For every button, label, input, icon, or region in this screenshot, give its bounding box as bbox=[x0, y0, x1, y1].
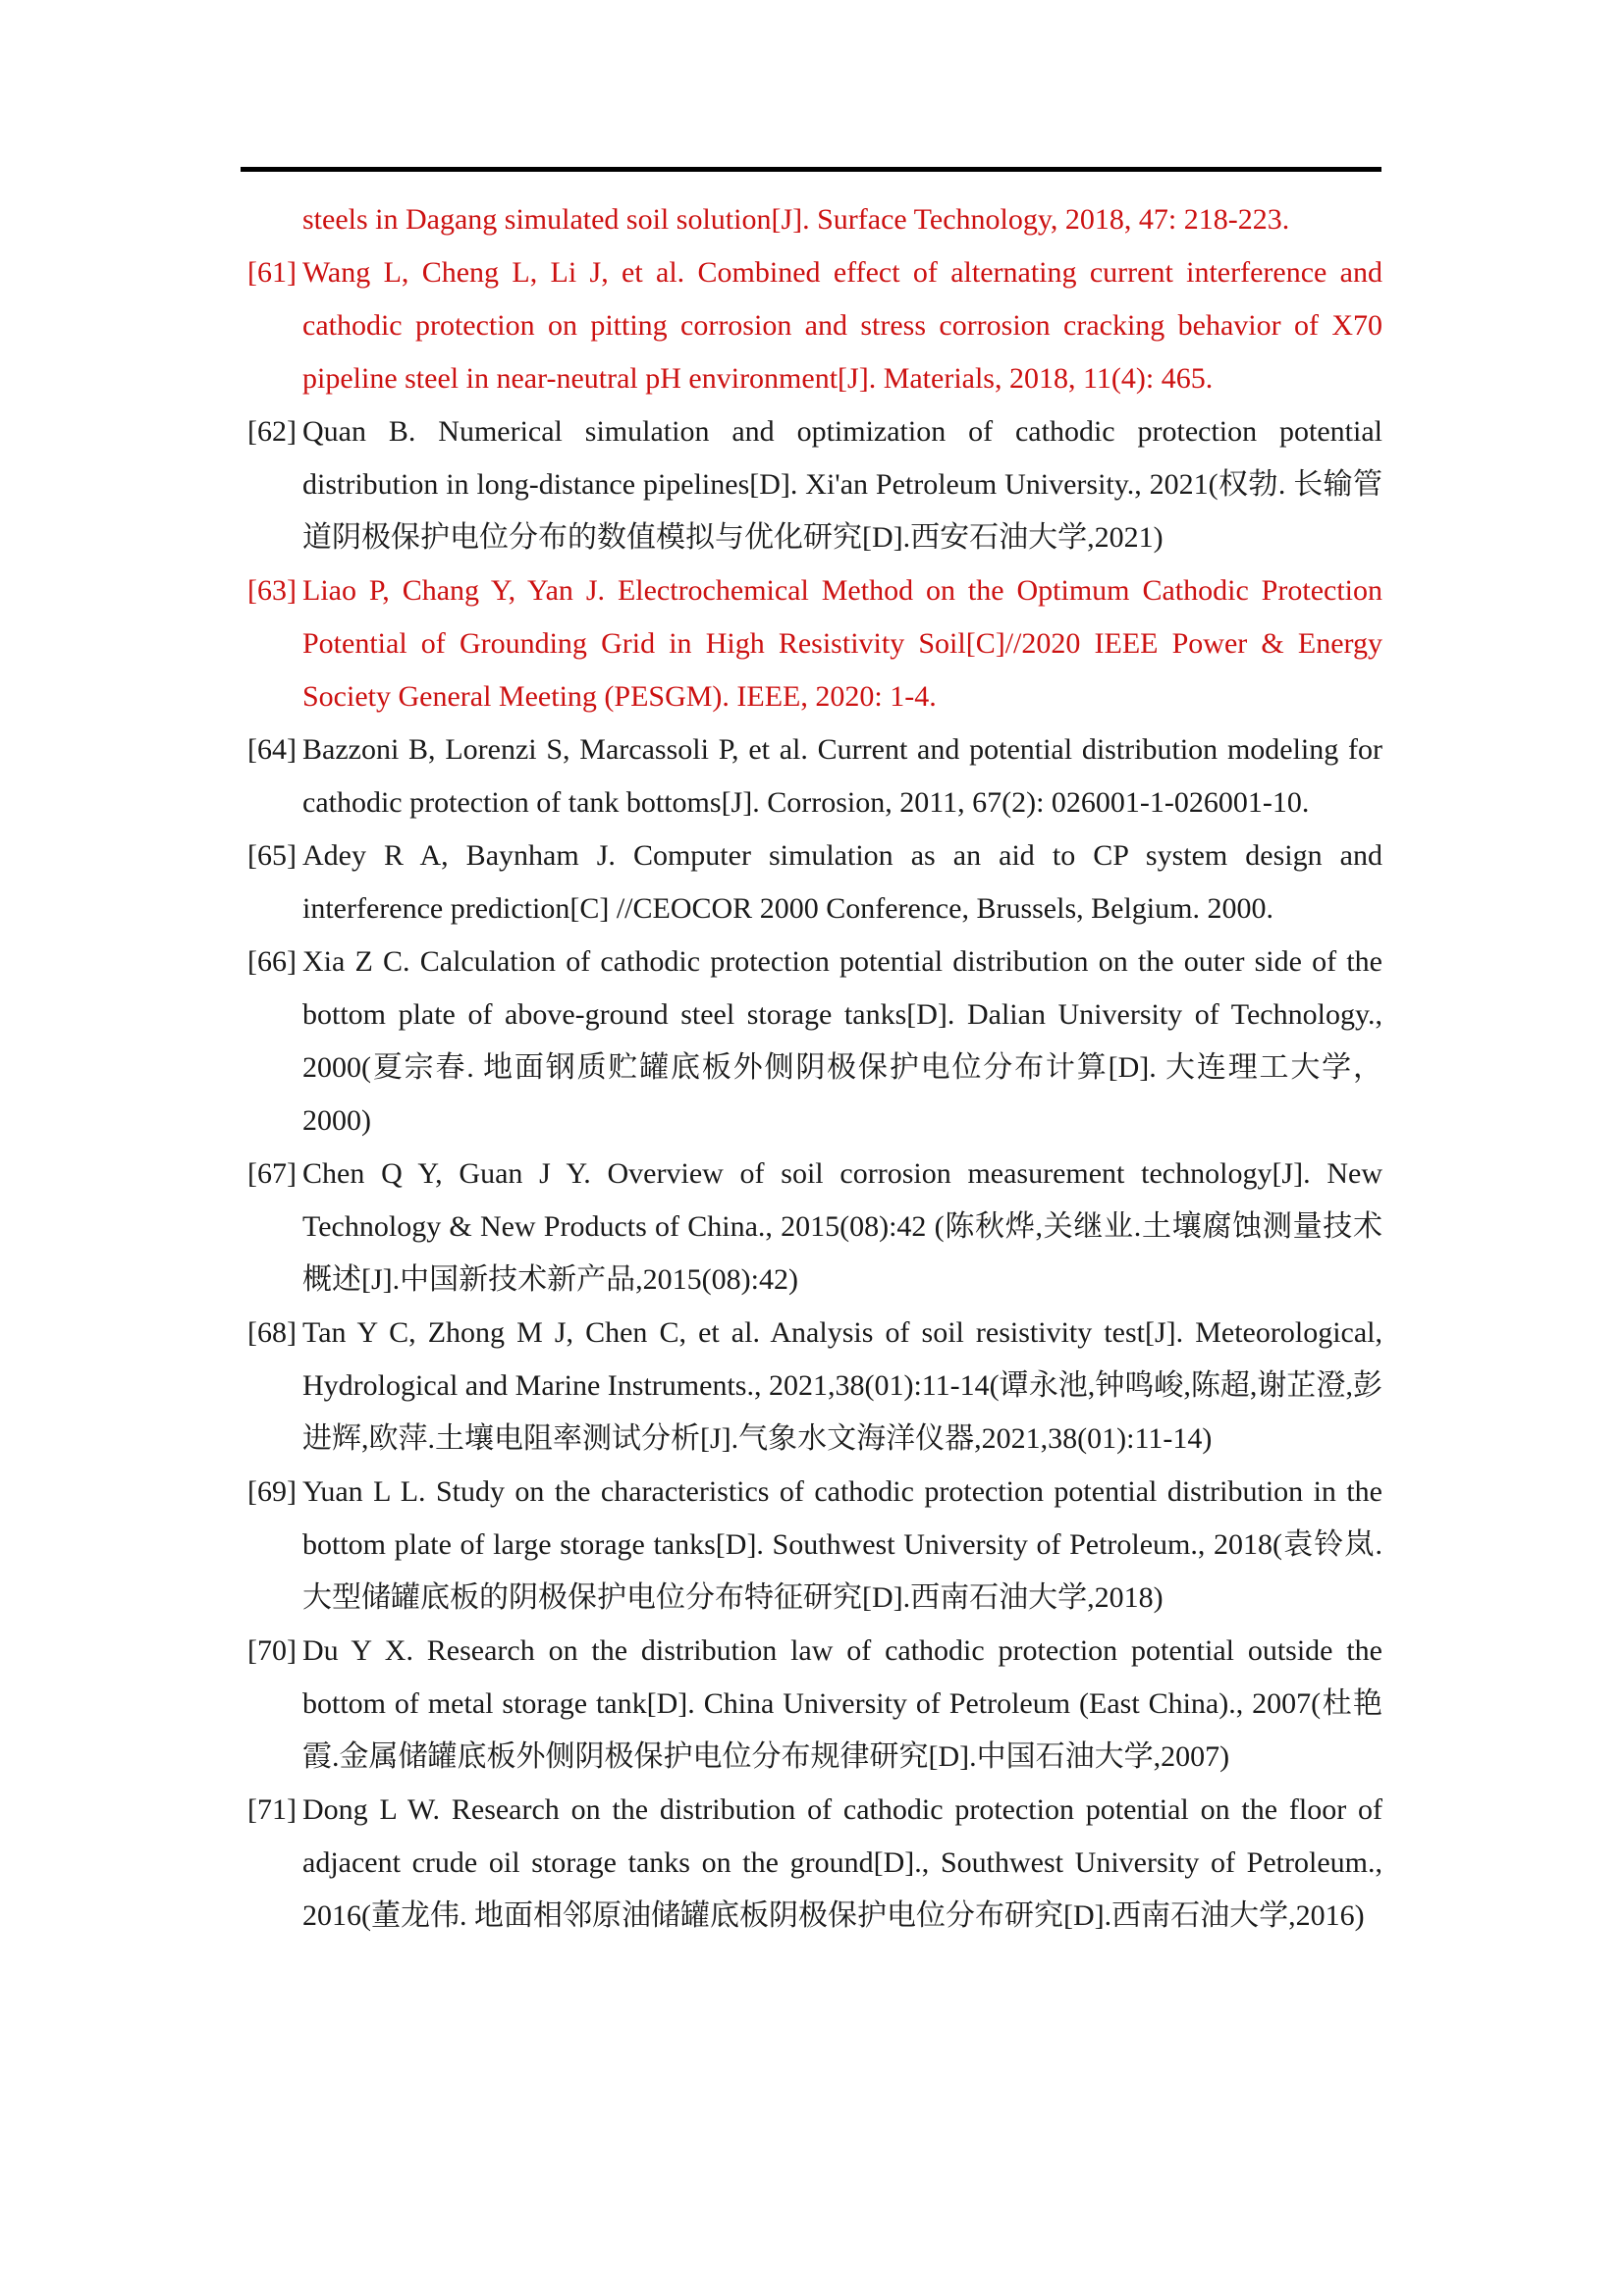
reference-text: Adey R A, Baynham J. Computer simulation as an aid to CP system design and interference prediction[C] //CEOCOR 2000 Conference, Brussels, Belgium. 2000. bbox=[302, 839, 1382, 925]
reference-number: [61] bbox=[247, 256, 297, 289]
reference-text: Bazzoni B, Lorenzi S, Marcassoli P, et al. Current and potential distribution modeling for cathodic protection of tank bottoms[J]. Corrosion, 2011, 67(2): 026001-1-026001-10. bbox=[302, 733, 1382, 819]
reference-text: Chen Q Y, Guan J Y. Overview of soil corrosion measurement technology[J]. New Technology & New Products of China., 2015(08):42 (陈秋烨,关继业.土壤腐蚀测量技术概述[J].中国新技术新产品,2015(08):42) bbox=[302, 1157, 1382, 1296]
reference-text: Xia Z C. Calculation of cathodic protection potential distribution on the outer side of the bottom plate of above-ground steel storage tanks[D]. Dalian University of Technology., 2000(夏宗春. 地面钢质贮罐底板外侧阴极保护电位分布计算[D]. 大连理工大学，2000) bbox=[302, 945, 1382, 1137]
reference-entry-61 bbox=[247, 246, 1382, 405]
reference-number: [62] bbox=[247, 415, 297, 448]
reference-entry-66 bbox=[247, 935, 1382, 1148]
reference-number: [70] bbox=[247, 1634, 297, 1667]
reference-entry-65 bbox=[247, 829, 1382, 935]
reference-number: [71] bbox=[247, 1793, 297, 1826]
reference-text: steels in Dagang simulated soil solution[J]. Surface Technology, 2018, 47: 218-223. bbox=[302, 203, 1290, 236]
reference-text: Tan Y C, Zhong M J, Chen C, et al. Analysis of soil resistivity test[J]. Meteorological, Hydrological and Marine Instruments., 2021,38(01):11-14(谭永池,钟鸣峻,陈超,谢芷澄,彭进辉,欧萍.土壤电阻率测试分析[J].气象水文海洋仪器,2021,38(01):11-14) bbox=[302, 1316, 1382, 1455]
header-rule bbox=[241, 167, 1381, 172]
reference-text: Yuan L L. Study on the characteristics of cathodic protection potential distribution in the bottom plate of large storage tanks[D]. Southwest University of Petroleum., 2018(袁铃岚. 大型储罐底板的阴极保护电位分布特征研究[D].西南石油大学,2018) bbox=[302, 1475, 1382, 1614]
reference-number: [65] bbox=[247, 839, 297, 872]
reference-entry-72 bbox=[247, 1943, 1382, 1996]
reference-entry-64 bbox=[247, 723, 1382, 829]
reference-entry-68 bbox=[247, 1307, 1382, 1466]
reference-number: [68] bbox=[247, 1316, 297, 1349]
reference-number: [69] bbox=[247, 1475, 297, 1508]
reference-entry-62 bbox=[247, 405, 1382, 564]
reference-text: Dong L W. Research on the distribution of cathodic protection potential on the floor of adjacent crude oil storage tanks on the ground[D]., Southwest University of Petroleum., 2016(董龙伟. 地面相邻原油储罐底板阴极保护电位分布研究[D].西南石油大学,2016) bbox=[302, 1793, 1382, 1932]
reference-text: Quan B. Numerical simulation and optimization of cathodic protection potential distribution in long-distance pipelines[D]. Xi'an Petroleum University., 2021(权勃. 长输管道阴极保护电位分布的数值模拟与优化研究[D].西安石油大学,2021) bbox=[302, 415, 1382, 554]
reference-text: Liao P, Chang Y, Yan J. Electrochemical Method on the Optimum Cathodic Protection Potential of Grounding Grid in High Resistivity Soil[C]//2020 IEEE Power & Energy Society General Meeting (PESGM). IEEE, 2020: 1-4. bbox=[302, 574, 1382, 713]
reference-number: [66] bbox=[247, 945, 297, 978]
reference-entry-63 bbox=[247, 564, 1382, 723]
reference-entry-60-continuation bbox=[247, 193, 1382, 246]
reference-number: [64] bbox=[247, 733, 297, 766]
reference-entry-67 bbox=[247, 1148, 1382, 1307]
reference-number: [63] bbox=[247, 574, 297, 607]
reference-list bbox=[247, 193, 1382, 1996]
reference-entry-71 bbox=[247, 1784, 1382, 1943]
reference-entry-70 bbox=[247, 1625, 1382, 1784]
reference-text: Wang L, Cheng L, Li J, et al. Combined effect of alternating current interference and cathodic protection on pitting corrosion and stress corrosion cracking behavior of X70 pipeline steel in near-neutral pH environment[J]. Materials, 2018, 11(4): 465. bbox=[302, 256, 1382, 395]
reference-entry-69 bbox=[247, 1466, 1382, 1625]
reference-number: [67] bbox=[247, 1157, 297, 1190]
reference-text: Du Y X. Research on the distribution law of cathodic protection potential outside the bottom of metal storage tank[D]. China University of Petroleum (East China)., 2007(杜艳霞.金属储罐底板外侧阴极保护电位分布规律研究[D].中国石油大学,2007) bbox=[302, 1634, 1382, 1773]
